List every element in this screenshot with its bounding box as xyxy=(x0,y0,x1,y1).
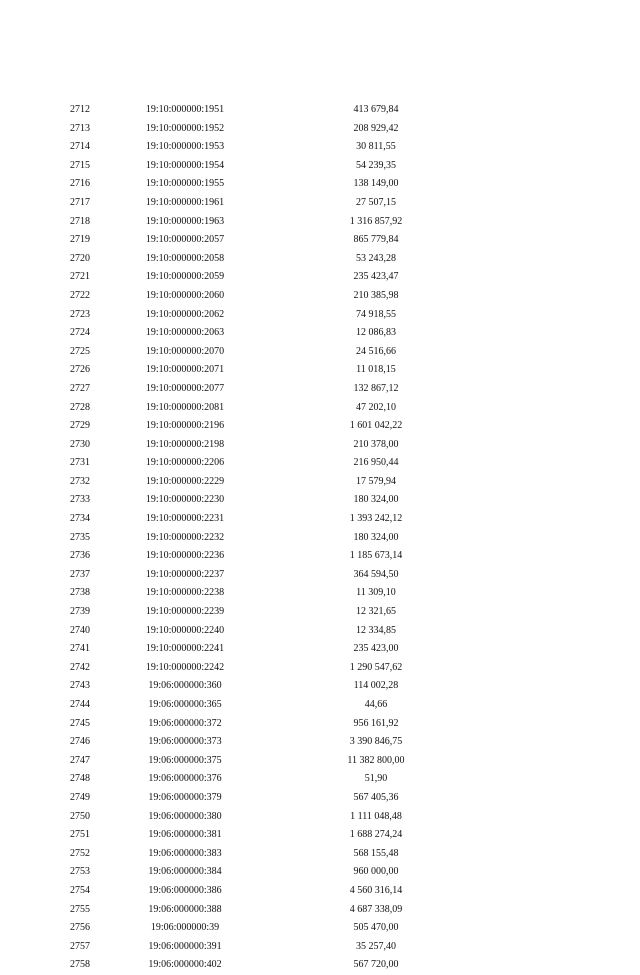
cadastral-number: 19:10:000000:2060 xyxy=(145,289,225,301)
cadastral-number: 19:10:000000:2063 xyxy=(145,327,225,339)
row-number: 2736 xyxy=(70,550,90,562)
value: 210 385,98 xyxy=(353,289,399,301)
row-number: 2724 xyxy=(70,327,90,339)
value: 114 002,28 xyxy=(353,680,399,692)
cadastral-number: 19:10:000000:2231 xyxy=(145,513,225,525)
cadastral-number: 19:06:000000:384 xyxy=(148,866,222,878)
table-row xyxy=(0,175,640,194)
value: 568 155,48 xyxy=(353,847,399,859)
cadastral-number: 19:10:000000:2081 xyxy=(145,401,225,413)
value: 30 811,55 xyxy=(356,141,396,153)
cadastral-number: 19:10:000000:2232 xyxy=(145,531,225,543)
table-row xyxy=(0,901,640,920)
value: 35 257,40 xyxy=(356,940,396,952)
table-row xyxy=(0,622,640,641)
row-number: 2757 xyxy=(70,940,90,952)
table-row xyxy=(0,324,640,343)
row-number: 2735 xyxy=(70,531,90,543)
row-number: 2738 xyxy=(70,587,90,599)
table-row xyxy=(0,696,640,715)
value: 11 382 800,00 xyxy=(347,754,405,766)
table-row xyxy=(0,659,640,678)
row-number: 2726 xyxy=(70,364,90,376)
cadastral-number: 19:10:000000:1955 xyxy=(145,178,225,190)
value: 4 560 316,14 xyxy=(349,884,403,896)
value: 4 687 338,09 xyxy=(349,903,403,915)
value: 51,90 xyxy=(364,773,388,785)
value: 208 929,42 xyxy=(353,122,399,134)
cadastral-number: 19:06:000000:379 xyxy=(148,791,222,803)
value: 960 000,00 xyxy=(353,866,399,878)
row-number: 2758 xyxy=(70,959,90,971)
table-row xyxy=(0,231,640,250)
value: 413 679,84 xyxy=(353,104,399,115)
value: 1 111 048,48 xyxy=(350,810,402,822)
value: 235 423,47 xyxy=(353,271,399,283)
table-row xyxy=(0,845,640,864)
table-row xyxy=(0,677,640,696)
table-row xyxy=(0,919,640,938)
table-row xyxy=(0,640,640,659)
row-number: 2731 xyxy=(70,457,90,469)
value: 44,66 xyxy=(364,699,388,710)
value: 24 516,66 xyxy=(356,345,396,357)
row-number: 2718 xyxy=(70,215,90,227)
row-number: 2730 xyxy=(70,438,90,450)
cadastral-number: 19:10:000000:2239 xyxy=(145,606,225,618)
value: 1 185 673,14 xyxy=(349,550,403,562)
value: 1 290 547,62 xyxy=(349,661,403,673)
row-number: 2712 xyxy=(70,104,90,115)
row-number: 2714 xyxy=(70,141,90,153)
cadastral-number: 19:06:000000:388 xyxy=(148,903,222,915)
table-row xyxy=(0,826,640,845)
value: 1 688 274,24 xyxy=(349,829,403,841)
value: 505 470,00 xyxy=(353,922,399,934)
row-number: 2750 xyxy=(70,810,90,822)
row-number: 2725 xyxy=(70,345,90,357)
row-number: 2743 xyxy=(70,680,90,692)
row-number: 2746 xyxy=(70,736,90,748)
row-number: 2716 xyxy=(70,178,90,190)
data-table xyxy=(0,101,640,975)
row-number: 2753 xyxy=(70,866,90,878)
value: 53 243,28 xyxy=(356,252,396,264)
row-number: 2732 xyxy=(70,475,90,487)
cadastral-number: 19:10:000000:2241 xyxy=(145,643,225,655)
value: 132 867,12 xyxy=(353,382,399,394)
table-row xyxy=(0,715,640,734)
table-row xyxy=(0,584,640,603)
value: 12 321,65 xyxy=(356,606,396,618)
row-number: 2727 xyxy=(70,382,90,394)
table-row xyxy=(0,770,640,789)
table-row xyxy=(0,510,640,529)
value: 1 393 242,12 xyxy=(349,513,403,525)
value: 567 405,36 xyxy=(353,791,399,803)
cadastral-number: 19:10:000000:2238 xyxy=(145,587,225,599)
table-row xyxy=(0,454,640,473)
value: 17 579,94 xyxy=(356,475,396,487)
cadastral-number: 19:10:000000:2077 xyxy=(145,382,225,394)
value: 138 149,00 xyxy=(353,178,399,190)
value: 3 390 846,75 xyxy=(349,736,403,748)
cadastral-number: 19:06:000000:380 xyxy=(148,810,222,822)
cadastral-number: 19:10:000000:2242 xyxy=(145,661,225,673)
cadastral-number: 19:06:000000:360 xyxy=(148,680,222,692)
cadastral-number: 19:10:000000:2198 xyxy=(145,438,225,450)
cadastral-number: 19:06:000000:391 xyxy=(148,940,222,952)
row-number: 2742 xyxy=(70,661,90,673)
row-number: 2717 xyxy=(70,196,90,208)
cadastral-number: 19:06:000000:375 xyxy=(148,754,222,766)
row-number: 2745 xyxy=(70,717,90,729)
cadastral-number: 19:10:000000:2062 xyxy=(145,308,225,320)
cadastral-number: 19:10:000000:1954 xyxy=(145,159,225,171)
cadastral-number: 19:10:000000:2058 xyxy=(145,252,225,264)
cadastral-number: 19:06:000000:386 xyxy=(148,884,222,896)
cadastral-number: 19:06:000000:402 xyxy=(148,959,222,971)
cadastral-number: 19:06:000000:376 xyxy=(148,773,222,785)
table-row xyxy=(0,101,640,120)
table-row xyxy=(0,473,640,492)
value: 180 324,00 xyxy=(353,531,399,543)
table-row xyxy=(0,566,640,585)
row-number: 2720 xyxy=(70,252,90,264)
table-row xyxy=(0,436,640,455)
cadastral-number: 19:10:000000:1952 xyxy=(145,122,225,134)
table-row xyxy=(0,733,640,752)
row-number: 2721 xyxy=(70,271,90,283)
cadastral-number: 19:10:000000:1951 xyxy=(145,104,225,115)
table-row xyxy=(0,956,640,975)
row-number: 2741 xyxy=(70,643,90,655)
table-row xyxy=(0,491,640,510)
table-row xyxy=(0,213,640,232)
cadastral-number: 19:10:000000:2196 xyxy=(145,420,225,432)
table-row xyxy=(0,138,640,157)
table-row xyxy=(0,417,640,436)
cadastral-number: 19:06:000000:372 xyxy=(148,717,222,729)
row-number: 2722 xyxy=(70,289,90,301)
row-number: 2755 xyxy=(70,903,90,915)
table-row xyxy=(0,882,640,901)
row-number: 2723 xyxy=(70,308,90,320)
table-row xyxy=(0,789,640,808)
row-number: 2734 xyxy=(70,513,90,525)
row-number: 2728 xyxy=(70,401,90,413)
row-number: 2729 xyxy=(70,420,90,432)
table-row xyxy=(0,399,640,418)
value: 216 950,44 xyxy=(353,457,399,469)
cadastral-number: 19:10:000000:2236 xyxy=(145,550,225,562)
row-number: 2739 xyxy=(70,606,90,618)
table-row xyxy=(0,120,640,139)
table-row xyxy=(0,547,640,566)
value: 11 309,10 xyxy=(356,587,396,599)
table-row xyxy=(0,529,640,548)
table-row xyxy=(0,343,640,362)
cadastral-number: 19:10:000000:2206 xyxy=(145,457,225,469)
value: 74 918,55 xyxy=(356,308,396,320)
row-number: 2754 xyxy=(70,884,90,896)
table-row xyxy=(0,808,640,827)
value: 12 086,83 xyxy=(356,327,396,339)
table-row xyxy=(0,157,640,176)
value: 210 378,00 xyxy=(353,438,399,450)
value: 180 324,00 xyxy=(353,494,399,506)
cadastral-number: 19:10:000000:1963 xyxy=(145,215,225,227)
row-number: 2756 xyxy=(70,922,90,934)
value: 12 334,85 xyxy=(356,624,396,636)
cadastral-number: 19:06:000000:39 xyxy=(150,922,220,934)
row-number: 2752 xyxy=(70,847,90,859)
table-row xyxy=(0,380,640,399)
row-number: 2737 xyxy=(70,568,90,580)
table-row xyxy=(0,306,640,325)
cadastral-number: 19:10:000000:2237 xyxy=(145,568,225,580)
cadastral-number: 19:10:000000:2229 xyxy=(145,475,225,487)
row-number: 2749 xyxy=(70,791,90,803)
table-row xyxy=(0,603,640,622)
cadastral-number: 19:10:000000:2071 xyxy=(145,364,225,376)
table-row xyxy=(0,250,640,269)
value: 1 316 857,92 xyxy=(349,215,403,227)
cadastral-number: 19:06:000000:381 xyxy=(148,829,222,841)
table-row xyxy=(0,194,640,213)
cadastral-number: 19:06:000000:373 xyxy=(148,736,222,748)
row-number: 2715 xyxy=(70,159,90,171)
row-number: 2748 xyxy=(70,773,90,785)
cadastral-number: 19:06:000000:383 xyxy=(148,847,222,859)
table-row xyxy=(0,752,640,771)
table-row xyxy=(0,287,640,306)
value: 54 239,35 xyxy=(356,159,396,171)
value: 956 161,92 xyxy=(353,717,399,729)
cadastral-number: 19:10:000000:2057 xyxy=(145,234,225,246)
row-number: 2733 xyxy=(70,494,90,506)
cadastral-number: 19:10:000000:2070 xyxy=(145,345,225,357)
table-row xyxy=(0,361,640,380)
value: 865 779,84 xyxy=(353,234,399,246)
row-number: 2713 xyxy=(70,122,90,134)
cadastral-number: 19:10:000000:2240 xyxy=(145,624,225,636)
table-row xyxy=(0,938,640,957)
row-number: 2747 xyxy=(70,754,90,766)
cadastral-number: 19:10:000000:2230 xyxy=(145,494,225,506)
cadastral-number: 19:10:000000:1953 xyxy=(145,141,225,153)
row-number: 2740 xyxy=(70,624,90,636)
value: 27 507,15 xyxy=(356,196,396,208)
value: 567 720,00 xyxy=(353,959,399,971)
value: 1 601 042,22 xyxy=(349,420,403,432)
row-number: 2751 xyxy=(70,829,90,841)
row-number: 2744 xyxy=(70,699,90,710)
cadastral-number: 19:10:000000:2059 xyxy=(145,271,225,283)
row-number: 2719 xyxy=(70,234,90,246)
table-row xyxy=(0,863,640,882)
cadastral-number: 19:06:000000:365 xyxy=(148,699,222,710)
cadastral-number: 19:10:000000:1961 xyxy=(145,196,225,208)
table-row xyxy=(0,268,640,287)
value: 11 018,15 xyxy=(356,364,396,376)
value: 235 423,00 xyxy=(353,643,399,655)
value: 47 202,10 xyxy=(356,401,396,413)
value: 364 594,50 xyxy=(353,568,399,580)
